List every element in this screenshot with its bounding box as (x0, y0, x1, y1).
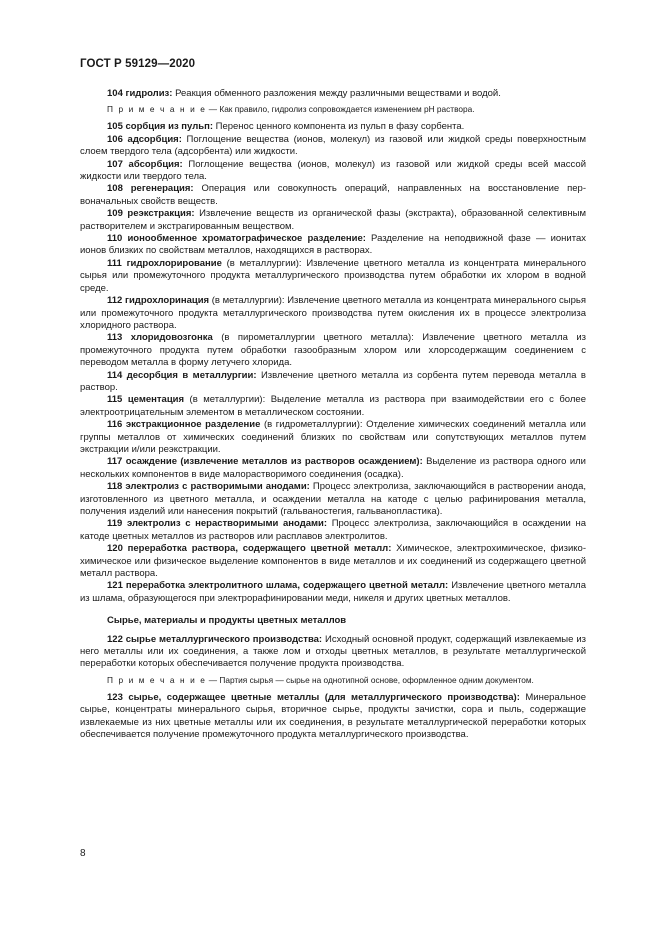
note-text: — Как правило, гидролиз сопровождается изменением рН раствора. (206, 104, 475, 115)
definition: Разделение на неподвижной фазе — ионитах ионов близких по свойствам металлов, находящихся в растворах. (80, 233, 587, 257)
definition: Извлечение веществ из органической фазы (экстракта), образованной селективным растворителем и экстрагированным веществом. (80, 208, 586, 232)
term: 117 осаждение (извлечение металлов из растворов осаждением): (107, 456, 423, 468)
note-label: П р и м е ч а н и е (107, 674, 207, 685)
entry-112 (80, 295, 586, 332)
term: 120 переработка раствора, содержащего цветной металл: (107, 543, 392, 555)
definition: Исходный основной продукт, содержащий извлекаемые из него металлы или их соединения, а также лом и отходы цветных металлов, в результате металлургической переработки которых обеспечивается получение продукта производства. (80, 633, 586, 670)
term: 116 экстракционное разделение (107, 419, 261, 431)
entry-109 (80, 208, 586, 233)
note-batch (80, 675, 586, 686)
entry-104 (80, 88, 586, 100)
entry-110 (80, 233, 586, 258)
page-number: 8 (80, 848, 86, 859)
term: 111 гидрохлорирование (107, 257, 222, 269)
term: 115 цементация (107, 394, 185, 406)
definition: Выделение из раствора одного или нескольких компонентов в виде малорастворимого соединения (осадка). (80, 456, 586, 480)
entry-108 (80, 183, 586, 208)
term: 118 электролиз с растворимыми анодами: (107, 481, 310, 493)
term: 113 хлоридовозгонка (107, 332, 213, 344)
entry-107 (80, 159, 586, 184)
definition: Операция или совокупность операций, направленных на восстановление первоначальных свойств веществ. (80, 183, 587, 207)
term: 119 электролиз с нерастворимыми анодами: (107, 518, 328, 530)
entry-120 (80, 543, 586, 580)
term: 105 сорбция из пульп: (107, 121, 213, 133)
definition: Химическое, электрохимическое, физико-химическое или физическое выделение компонентов в виде металлов и их соединений из содержащего цветной металл раствора. (80, 543, 586, 580)
term: 123 сырье, содержащее цветные металлы (для металлургического производства): (107, 691, 520, 703)
definition: (в гидрометаллургии): Отделение химических соединений металла или группы металлов от химических соединений близких по свойствам или сопутствующих металлов путем экстракции и/или реэкстракции. (80, 419, 586, 455)
entry-105 (80, 121, 586, 133)
entry-118 (80, 481, 586, 518)
term: 121 переработка электролитного шлама, содержащего цветной металл: (107, 580, 449, 592)
definition: Перенос ценного компонента из пульп в фазу сорбента. (212, 121, 465, 133)
term: 106 адсорбция: (107, 133, 182, 145)
entry-117 (80, 456, 586, 481)
entry-113 (80, 332, 586, 369)
term: 114 десорбция в металлургии: (107, 369, 257, 381)
definition: (в металлургии): Извлечение цветного металла из концентрата минерального сырья или промежуточного продукта металлургического производства путем обработки их хлором в водной среде. (80, 257, 586, 294)
definition: Реакция обменного разложения между различными веществами и водой. (172, 88, 501, 99)
term: 122 сырье металлургического производства: (107, 633, 323, 645)
entry-116 (80, 419, 586, 456)
term: 107 абсорбция: (107, 158, 183, 170)
definition: Процесс электролиза, заключающийся в осаждении на катоде цветных металлов из растворов или расплавов электролитов. (80, 518, 586, 542)
definition: Поглощение вещества (ионов, молекул) из газовой или жидкой среды поверхностным слоем твердого тела (адсорбента) или жидкости. (80, 133, 586, 158)
entry-122 (80, 634, 586, 671)
definition: (в металлургии): Выделение металла из раствора при взаимодействии его с более электроотрицательным элементом в металлическом состоянии. (80, 394, 586, 418)
document-body (80, 88, 586, 742)
term: 109 реэкстракция: (107, 208, 195, 220)
entry-106 (80, 134, 586, 159)
definition: (в металлургии): Извлечение цветного металла из концентрата минерального сырья или промежуточного продукта металлургического производства путем окисления их в процессе электролиза хлоридного раствора. (80, 295, 587, 331)
term: 110 ионообменное хроматографическое разделение: (107, 233, 366, 245)
note-label: П р и м е ч а н и е (107, 104, 207, 115)
note-hydrolysis (80, 104, 586, 115)
entry-123 (80, 692, 586, 742)
definition: Извлечение цветного металла из шлама, образующегося при электрорафинировании меди, никеля и других цветных металлов. (80, 580, 586, 604)
definition: Минеральное сырье, концентраты минерального сырья, вторичное сырье, продукты зачистки, сора и пыль, содержащие извлекаемые из них цветные металлы или их соединения, в результате металлургической переработки которых обеспечивается получение промежуточного продукта металлургического производства. (80, 691, 586, 741)
section-heading: Сырье, материалы и продукты цветных металлов (107, 615, 347, 627)
entry-121 (80, 580, 586, 605)
entry-114 (80, 370, 586, 395)
entry-119 (80, 518, 586, 543)
document-header: ГОСТ Р 59129—2020 (80, 58, 196, 70)
term: 104 гидролиз: (107, 88, 173, 99)
definition: Извлечение цветного металла из сорбента путем перевода металла в раствор. (80, 369, 586, 393)
term: 112 гидрохлоринация (107, 295, 210, 307)
entry-111 (80, 258, 586, 295)
entry-115 (80, 394, 586, 419)
definition: (в пирометаллургии цветного металла): Извлечение цветного металла из промежуточного продукта путем обработки газообразным хлором или хлорсодержащим соединением с переводом металла в форму летучего хлорида. (80, 332, 586, 369)
note-text: — Партия сырья — сырье на однотипной основе, оформленное одним документом. (206, 674, 534, 685)
definition: Процесс электролиза, заключающийся в растворении анода, изготовленного из цветного металла, и осаждении металла на катоде с целью рафинирования металла, получения изделий или нанесения покрытий (гальваностегия, гальванопластика). (80, 481, 586, 517)
definition: Поглощение вещества (ионов, молекул) из газовой или жидкой среды всей массой жидкости или твердого тела. (80, 158, 586, 183)
term: 108 регенерация: (107, 183, 194, 195)
